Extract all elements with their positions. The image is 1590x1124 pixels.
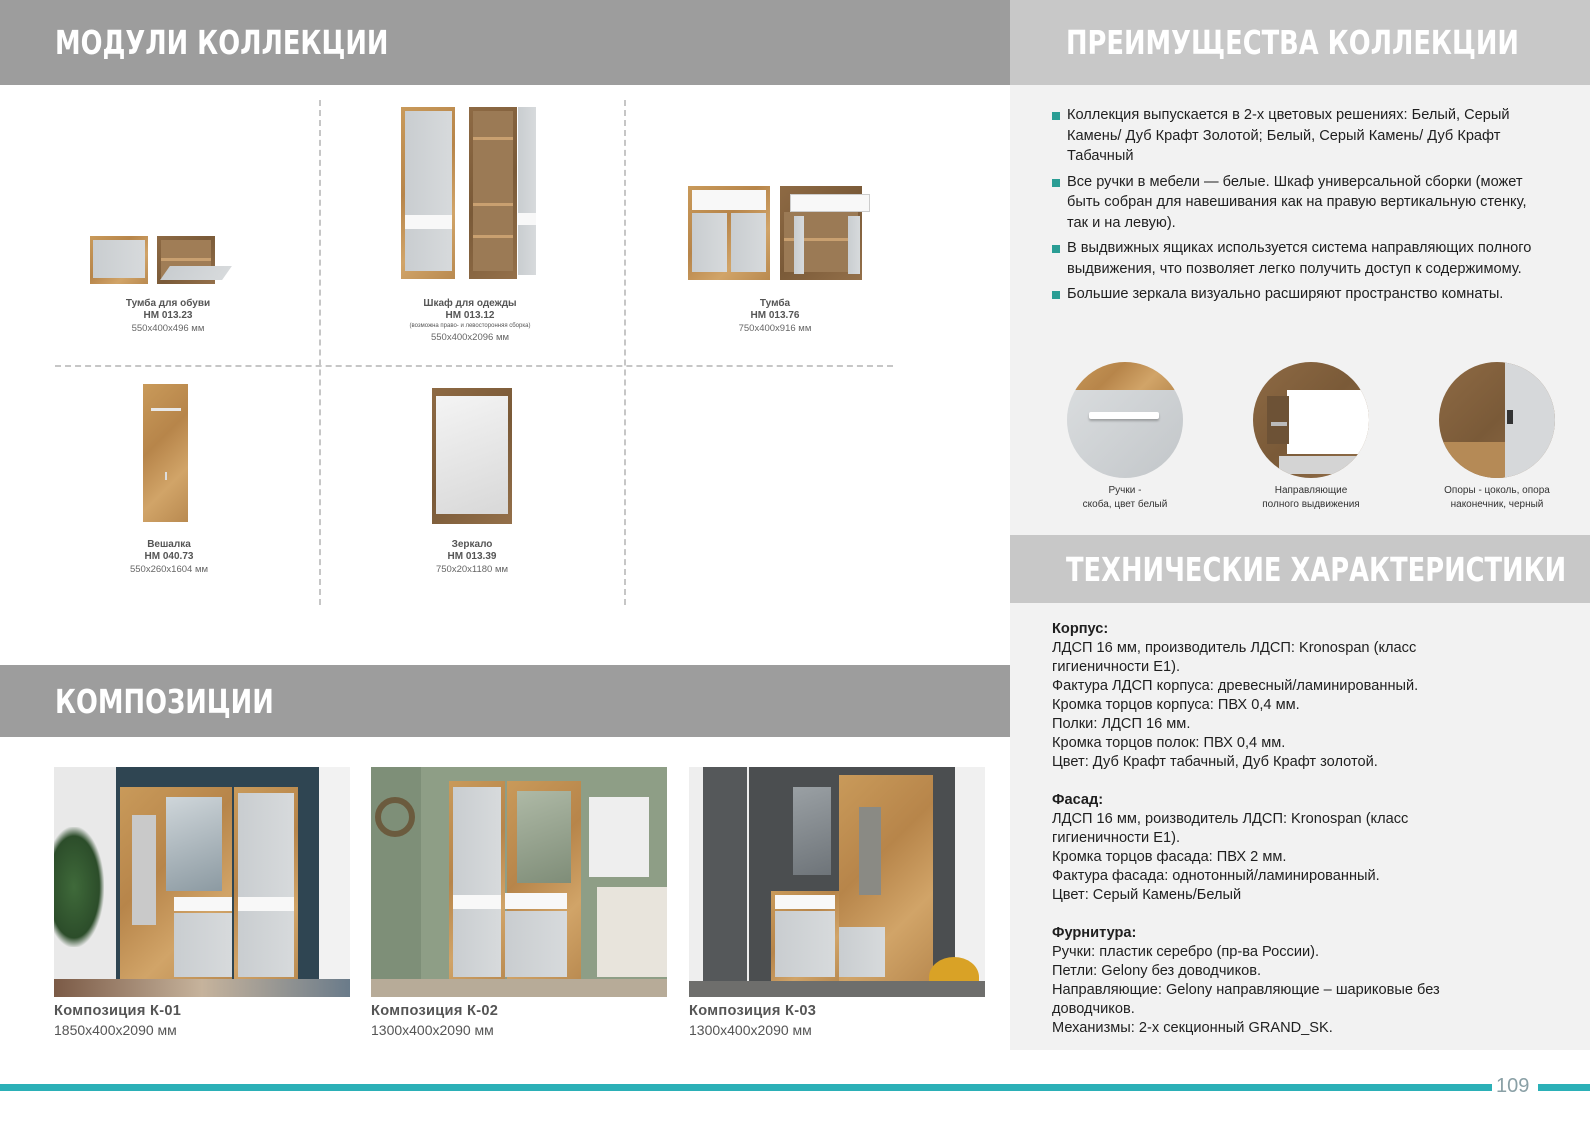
shoe-cabinet-image <box>90 236 148 284</box>
composition-title: Композиция К-01 <box>54 1003 182 1019</box>
module-size: 550x400x496 мм <box>131 323 205 334</box>
grid-divider <box>319 100 321 605</box>
module-size: 550x400x2096 мм <box>430 332 510 343</box>
feature-handle: Ручки - скоба, цвет белый <box>1040 362 1210 512</box>
composition-card <box>689 767 985 1038</box>
footer-accent-line <box>0 1084 1492 1091</box>
composition-photo <box>371 767 667 997</box>
modules-header <box>0 0 1010 85</box>
feature-support: Опоры - цоколь, опора наконечник, черный <box>1412 362 1582 512</box>
composition-title: Композиция К-02 <box>371 1003 499 1019</box>
composition-size: 1850x400x2090 мм <box>54 1022 177 1038</box>
support-detail-icon <box>1439 362 1555 478</box>
module-note: (возможна право- и левосторонняя сборка) <box>409 323 531 329</box>
wardrobe-open-image <box>469 107 517 279</box>
hanger-image <box>143 384 188 522</box>
shoe-cabinet-open-image <box>157 236 215 284</box>
module-card <box>84 297 252 336</box>
module-size: 550x260x1604 мм <box>129 564 209 575</box>
grid-divider <box>55 365 893 367</box>
module-card <box>690 297 860 336</box>
tech-hardware-block: Фурнитура: Ручки: пластик серебро (пр-ва России). Петли: Gelony без доводчиков. Направляющие: Gelony направляющие – шариковые без доводчиков. Механизмы: 2-х секционный GRAND_SK. <box>1052 924 1552 1038</box>
tech-specs <box>1052 620 1552 1057</box>
composition-card <box>54 767 350 1038</box>
module-size: 750x20x1180 мм <box>435 564 509 575</box>
tech-body-block: Корпус: ЛДСП 16 мм, производитель ЛДСП: Kronospan (класс гигиеничности Е1). Фактура ЛДСП корпуса: древесный/ламинированный. Кромка торцов корпуса: ПВХ 0,4 мм. Полки: ЛДСП 16 мм. Кромка торцов полок: ПВХ 0,4 мм. Цвет: Дуб Крафт табачный, Дуб Крафт золотой. <box>1052 620 1552 772</box>
tech-facade-block: Фасад: ЛДСП 16 мм, роизводитель ЛДСП: Kronospan (класс гигиеничности Е1). Кромка торцов фасада: ПВХ 2 мм. Фактура фасада: однотонный/ламинированный. Цвет: Серый Камень/Белый <box>1052 791 1552 905</box>
module-name: Тумба для обуви <box>125 298 211 309</box>
bullet-icon <box>1052 112 1060 120</box>
bullet-icon <box>1052 179 1060 187</box>
tech-heading: Корпус: <box>1052 621 1109 637</box>
composition-photo <box>54 767 350 997</box>
advantages-list <box>1052 105 1532 310</box>
composition-size: 1300x400x2090 мм <box>371 1022 494 1038</box>
composition-photo <box>689 767 985 997</box>
module-card <box>387 538 557 577</box>
bullet-icon <box>1052 291 1060 299</box>
advantages-title: ПРЕИМУЩЕСТВА КОЛЛЕКЦИИ <box>1066 23 1519 62</box>
footer-accent-line <box>1538 1084 1590 1091</box>
module-code: НМ 040.73 <box>144 551 194 562</box>
bullet-icon <box>1052 245 1060 253</box>
composition-card <box>371 767 667 1038</box>
page-number: 109 <box>1496 1075 1530 1097</box>
advantage-item: Коллекция выпускается в 2-х цветовых решениях: Белый, Серый Камень/ Дуб Крафт Золотой; Белый, Серый Камень/ Дуб Крафт Табачный <box>1052 105 1532 167</box>
module-name: Зеркало <box>451 539 493 550</box>
cabinet-open-image <box>780 186 862 280</box>
feature-drawer-slide: Направляющие полного выдвижения <box>1226 362 1396 512</box>
composition-size: 1300x400x2090 мм <box>689 1022 812 1038</box>
module-code: НМ 013.23 <box>143 310 193 321</box>
advantage-item: Все ручки в мебели — белые. Шкаф универсальной сборки (может быть собран для навешивания как на правую вертикальную стенку, так и на левую). <box>1052 172 1532 234</box>
compositions-title: КОМПОЗИЦИИ <box>55 681 274 721</box>
module-card <box>385 297 555 345</box>
module-size: 750x400x916 мм <box>738 323 812 334</box>
grid-divider <box>624 100 626 605</box>
tech-heading: Фасад: <box>1052 792 1104 808</box>
advantage-item: В выдвижных ящиках используется система направляющих полного выдвижения, что позволяет легко получить доступ к содержимому. <box>1052 238 1532 279</box>
mirror-image <box>432 388 512 524</box>
module-name: Шкаф для одежды <box>423 298 517 309</box>
module-name: Тумба <box>759 298 791 309</box>
drawer-slide-detail-icon <box>1253 362 1369 478</box>
advantages-header <box>1010 0 1590 85</box>
compositions-header <box>0 665 1010 737</box>
module-code: НМ 013.76 <box>750 310 800 321</box>
handle-detail-icon <box>1067 362 1183 478</box>
tech-heading: Фурнитура: <box>1052 925 1137 941</box>
module-card <box>85 538 253 577</box>
modules-title: МОДУЛИ КОЛЛЕКЦИИ <box>55 23 389 62</box>
wardrobe-image <box>401 107 455 279</box>
wardrobe-door-image <box>518 107 536 275</box>
tech-title: ТЕХНИЧЕСКИЕ ХАРАКТЕРИСТИКИ <box>1066 549 1567 589</box>
tech-header <box>1010 535 1590 603</box>
cabinet-image <box>688 186 770 280</box>
module-name: Вешалка <box>147 539 191 550</box>
advantage-item: Большие зеркала визуально расширяют пространство комнаты. <box>1052 284 1532 305</box>
composition-title: Композиция К-03 <box>689 1003 817 1019</box>
module-code: НМ 013.39 <box>447 551 497 562</box>
module-code: НМ 013.12 <box>445 310 495 321</box>
